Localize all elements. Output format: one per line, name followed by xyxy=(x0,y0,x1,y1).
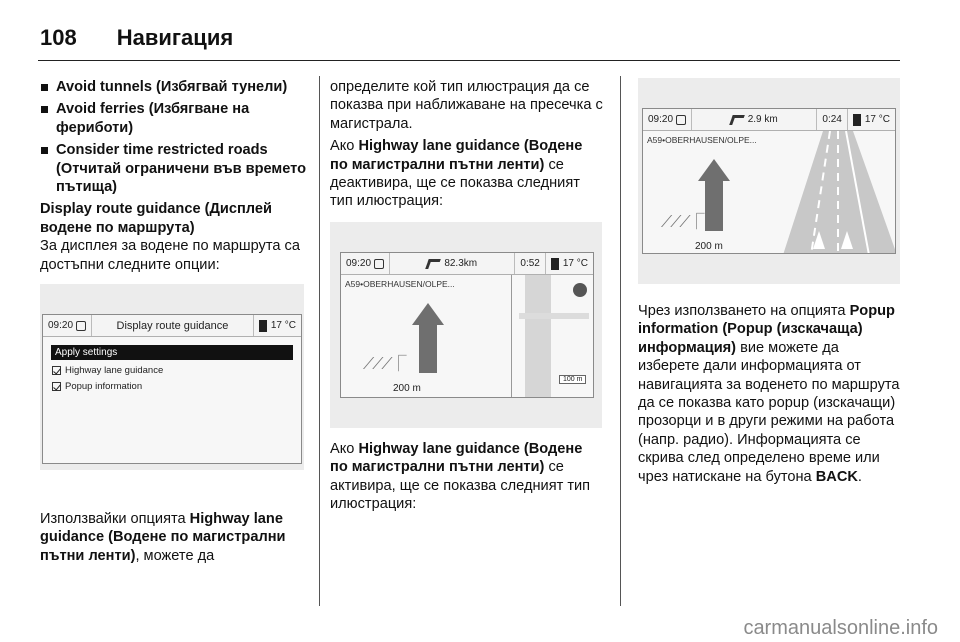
bullet-avoid-ferries: Avoid ferries (Избягване на фериботи) xyxy=(40,100,306,137)
clock-icon xyxy=(676,115,686,125)
lane-guidance-screen xyxy=(642,108,896,254)
highway-lanes-illustration xyxy=(783,131,896,254)
column-divider-1 xyxy=(319,76,320,606)
checkbox-checked-icon xyxy=(52,366,61,375)
popup-info-paragraph: Чрез използването на опцията Popup information (Popup (изскачаща) информация) вие можете да изберете дали информацията от навигацията за воденето по маршрута да се показва като popup (изскачащи) прозорци и в други режими на работа (напр. радио). Информацията се скрива след определено време или чрез натискане на бутона BACK. xyxy=(638,303,900,485)
status-bar: 09:20 2.9 km 0:24 17 °C xyxy=(643,109,895,131)
fuel-icon xyxy=(551,258,559,270)
page-number: 108 xyxy=(40,25,77,50)
settings-screen-figure xyxy=(40,284,304,470)
turn-direction-icon xyxy=(729,115,745,125)
road-name: A59•OBERHAUSEN/OLPE... xyxy=(647,135,757,145)
intro-paragraph: За дисплея за водене по маршрута са достъпни следните опции: xyxy=(40,238,300,273)
turn-distance: 200 m xyxy=(695,241,723,252)
lane-guidance-figure xyxy=(638,78,900,284)
header-divider xyxy=(38,60,900,61)
clock-icon xyxy=(374,259,384,269)
checkbox-checked-icon xyxy=(52,382,61,391)
clock-icon xyxy=(76,321,86,331)
screen-title: Display route guidance xyxy=(116,319,229,332)
map-road xyxy=(525,275,551,398)
status-bar: 09:20 82.3km 0:52 17 °C xyxy=(341,253,593,275)
column-2 xyxy=(330,78,604,215)
settings-screen xyxy=(42,314,302,464)
road-name: A59•OBERHAUSEN/OLPE... xyxy=(345,279,455,289)
lane-guidance-paragraph: Използвайки опцията Highway lane guidance (Водене по магистрални пътни ленти), можете да xyxy=(40,511,286,564)
lane-markers-icon: ⟋⟋⟋⎾ xyxy=(661,214,703,231)
bullet-time-restricted: Consider time restricted roads (Отчитай ограничени във времето пътища) xyxy=(40,141,306,196)
column-1 xyxy=(40,78,306,278)
turn-arrow-icon xyxy=(412,303,444,325)
column-3 xyxy=(638,302,902,490)
compass-icon xyxy=(573,283,587,297)
bullet-avoid-tunnels: Avoid tunnels (Избягвай тунели) xyxy=(40,78,306,96)
illustration-type-paragraph: определите кой тип илюстрация да се показва при наближаване на пресечка с магистрала. xyxy=(330,79,603,132)
watermark: carmanualsonline.info xyxy=(743,617,938,639)
activated-paragraph: Ако Highway lane guidance (Водене по магистрални пътни ленти) се активира, ще се показва следният тип илюстрация: xyxy=(330,441,591,513)
column-2-lower xyxy=(330,440,604,518)
column-1-after-figure xyxy=(40,510,306,569)
turn-direction-icon xyxy=(425,259,441,269)
page-header xyxy=(40,18,233,58)
map-screen-figure xyxy=(330,222,602,428)
status-bar: 09:20 Display route guidance 17 °C xyxy=(43,315,301,337)
map-scale: 100 m xyxy=(559,375,586,384)
deactivated-paragraph: Ако Highway lane guidance (Водене по магистрални пътни ленти) се деактивира, ще се показва следният тип илюстрация: xyxy=(330,138,583,210)
turn-arrow-icon xyxy=(698,159,730,181)
column-divider-2 xyxy=(620,76,621,606)
fuel-icon xyxy=(853,114,861,126)
lane-markers-icon: ⟋⟋⟋⎾ xyxy=(363,356,405,373)
map-screen xyxy=(340,252,594,398)
fuel-icon xyxy=(259,320,267,332)
menu-item-highway-lane: Highway lane guidance xyxy=(52,365,163,376)
menu-item-popup-info: Popup information xyxy=(52,381,142,392)
section-heading: Display route guidance (Дисплей водене по маршрута) xyxy=(40,201,272,236)
page-title: Навигация xyxy=(116,25,234,50)
turn-distance: 200 m xyxy=(393,383,421,394)
menu-item-apply-settings: Apply settings xyxy=(51,345,293,360)
